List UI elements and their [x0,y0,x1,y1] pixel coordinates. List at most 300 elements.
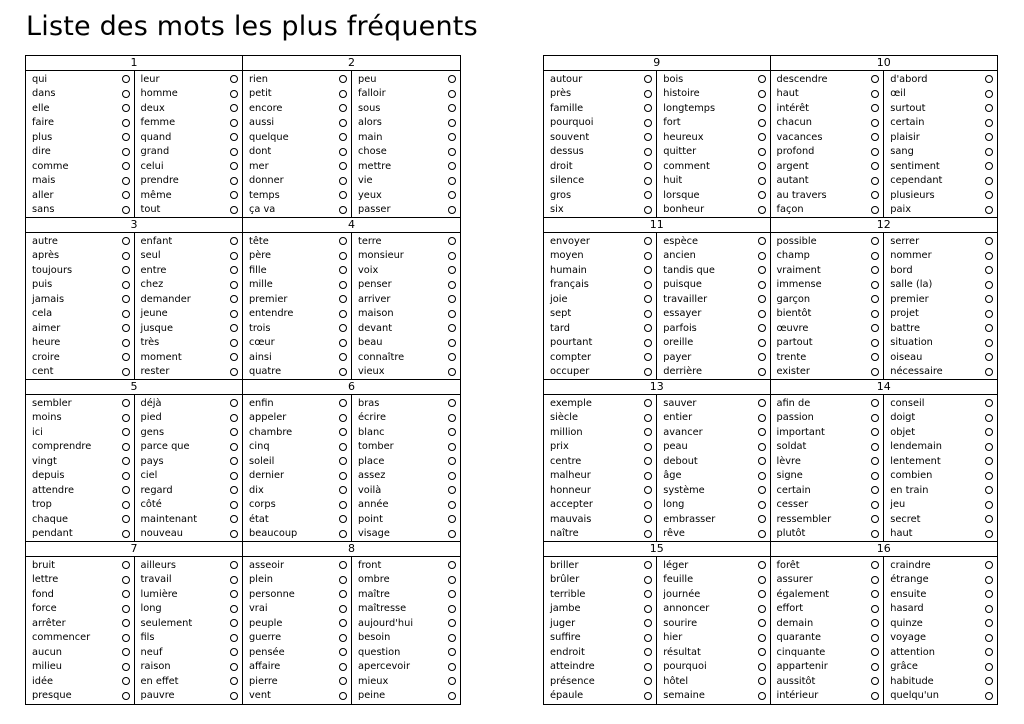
checkbox-circle[interactable] [871,353,879,361]
checkbox-circle[interactable] [985,576,993,584]
checkbox-circle[interactable] [758,353,766,361]
checkbox-circle[interactable] [448,472,456,480]
checkbox-circle[interactable] [758,561,766,569]
checkbox-circle[interactable] [230,281,238,289]
checkbox-circle[interactable] [644,501,652,509]
checkbox-circle[interactable] [644,648,652,656]
checkbox-circle[interactable] [644,90,652,98]
checkbox-circle[interactable] [230,663,238,671]
checkbox-circle[interactable] [871,191,879,199]
checkbox-circle[interactable] [758,324,766,332]
checkbox-circle[interactable] [644,605,652,613]
checkbox-circle[interactable] [871,310,879,318]
checkbox-circle[interactable] [871,605,879,613]
checkbox-circle[interactable] [339,428,347,436]
checkbox-circle[interactable] [339,206,347,214]
checkbox-circle[interactable] [230,472,238,480]
checkbox-circle[interactable] [871,75,879,83]
checkbox-circle[interactable] [230,561,238,569]
checkbox-circle[interactable] [644,324,652,332]
checkbox-circle[interactable] [644,692,652,700]
checkbox-circle[interactable] [339,339,347,347]
checkbox-circle[interactable] [230,501,238,509]
checkbox-circle[interactable] [230,324,238,332]
checkbox-circle[interactable] [871,133,879,141]
checkbox-circle[interactable] [985,677,993,685]
checkbox-circle[interactable] [758,148,766,156]
checkbox-circle[interactable] [122,90,130,98]
checkbox-circle[interactable] [339,590,347,598]
checkbox-circle[interactable] [985,368,993,376]
checkbox-circle[interactable] [448,663,456,671]
checkbox-circle[interactable] [230,399,238,407]
checkbox-circle[interactable] [122,281,130,289]
checkbox-circle[interactable] [758,530,766,538]
checkbox-circle[interactable] [871,281,879,289]
checkbox-circle[interactable] [985,590,993,598]
checkbox-circle[interactable] [758,310,766,318]
checkbox-circle[interactable] [122,191,130,199]
checkbox-circle[interactable] [122,619,130,627]
checkbox-circle[interactable] [122,399,130,407]
checkbox-circle[interactable] [985,472,993,480]
checkbox-circle[interactable] [985,605,993,613]
checkbox-circle[interactable] [448,619,456,627]
checkbox-circle[interactable] [122,605,130,613]
checkbox-circle[interactable] [230,191,238,199]
checkbox-circle[interactable] [758,119,766,127]
checkbox-circle[interactable] [871,324,879,332]
checkbox-circle[interactable] [985,648,993,656]
checkbox-circle[interactable] [448,576,456,584]
checkbox-circle[interactable] [871,119,879,127]
checkbox-circle[interactable] [230,177,238,185]
checkbox-circle[interactable] [758,162,766,170]
checkbox-circle[interactable] [985,148,993,156]
checkbox-circle[interactable] [339,162,347,170]
checkbox-circle[interactable] [985,353,993,361]
checkbox-circle[interactable] [122,148,130,156]
checkbox-circle[interactable] [122,266,130,274]
checkbox-circle[interactable] [230,619,238,627]
checkbox-circle[interactable] [644,576,652,584]
checkbox-circle[interactable] [871,457,879,465]
checkbox-circle[interactable] [122,634,130,642]
checkbox-circle[interactable] [985,530,993,538]
checkbox-circle[interactable] [230,576,238,584]
checkbox-circle[interactable] [758,590,766,598]
checkbox-circle[interactable] [644,443,652,451]
checkbox-circle[interactable] [758,252,766,260]
checkbox-circle[interactable] [644,339,652,347]
checkbox-circle[interactable] [985,191,993,199]
checkbox-circle[interactable] [230,515,238,523]
checkbox-circle[interactable] [448,692,456,700]
checkbox-circle[interactable] [758,501,766,509]
checkbox-circle[interactable] [122,428,130,436]
checkbox-circle[interactable] [644,119,652,127]
checkbox-circle[interactable] [230,119,238,127]
checkbox-circle[interactable] [985,515,993,523]
checkbox-circle[interactable] [644,104,652,112]
checkbox-circle[interactable] [644,162,652,170]
checkbox-circle[interactable] [871,515,879,523]
checkbox-circle[interactable] [644,663,652,671]
checkbox-circle[interactable] [758,237,766,245]
checkbox-circle[interactable] [448,252,456,260]
checkbox-circle[interactable] [871,399,879,407]
checkbox-circle[interactable] [871,561,879,569]
checkbox-circle[interactable] [230,368,238,376]
checkbox-circle[interactable] [122,177,130,185]
checkbox-circle[interactable] [448,353,456,361]
checkbox-circle[interactable] [985,457,993,465]
checkbox-circle[interactable] [644,457,652,465]
checkbox-circle[interactable] [871,619,879,627]
checkbox-circle[interactable] [230,237,238,245]
checkbox-circle[interactable] [871,501,879,509]
checkbox-circle[interactable] [985,252,993,260]
checkbox-circle[interactable] [122,648,130,656]
checkbox-circle[interactable] [122,692,130,700]
checkbox-circle[interactable] [985,281,993,289]
checkbox-circle[interactable] [448,634,456,642]
checkbox-circle[interactable] [339,90,347,98]
checkbox-circle[interactable] [122,472,130,480]
checkbox-circle[interactable] [448,486,456,494]
checkbox-circle[interactable] [985,90,993,98]
checkbox-circle[interactable] [758,515,766,523]
checkbox-circle[interactable] [230,206,238,214]
checkbox-circle[interactable] [230,148,238,156]
checkbox-circle[interactable] [448,310,456,318]
checkbox-circle[interactable] [230,457,238,465]
checkbox-circle[interactable] [871,692,879,700]
checkbox-circle[interactable] [448,191,456,199]
checkbox-circle[interactable] [985,119,993,127]
checkbox-circle[interactable] [871,237,879,245]
checkbox-circle[interactable] [230,162,238,170]
checkbox-circle[interactable] [448,295,456,303]
checkbox-circle[interactable] [339,663,347,671]
checkbox-circle[interactable] [448,148,456,156]
checkbox-circle[interactable] [644,133,652,141]
checkbox-circle[interactable] [122,486,130,494]
checkbox-circle[interactable] [871,576,879,584]
checkbox-circle[interactable] [644,206,652,214]
checkbox-circle[interactable] [758,443,766,451]
checkbox-circle[interactable] [122,663,130,671]
checkbox-circle[interactable] [339,399,347,407]
checkbox-circle[interactable] [448,90,456,98]
checkbox-circle[interactable] [871,677,879,685]
checkbox-circle[interactable] [871,472,879,480]
checkbox-circle[interactable] [230,692,238,700]
checkbox-circle[interactable] [339,75,347,83]
checkbox-circle[interactable] [122,119,130,127]
checkbox-circle[interactable] [230,104,238,112]
checkbox-circle[interactable] [448,561,456,569]
checkbox-circle[interactable] [230,530,238,538]
checkbox-circle[interactable] [985,619,993,627]
checkbox-circle[interactable] [122,162,130,170]
checkbox-circle[interactable] [339,414,347,422]
checkbox-circle[interactable] [448,648,456,656]
checkbox-circle[interactable] [122,75,130,83]
checkbox-circle[interactable] [230,443,238,451]
checkbox-circle[interactable] [758,634,766,642]
checkbox-circle[interactable] [758,576,766,584]
checkbox-circle[interactable] [122,368,130,376]
checkbox-circle[interactable] [339,515,347,523]
checkbox-circle[interactable] [230,605,238,613]
checkbox-circle[interactable] [871,206,879,214]
checkbox-circle[interactable] [644,561,652,569]
checkbox-circle[interactable] [339,634,347,642]
checkbox-circle[interactable] [339,368,347,376]
checkbox-circle[interactable] [758,368,766,376]
checkbox-circle[interactable] [758,177,766,185]
checkbox-circle[interactable] [871,252,879,260]
checkbox-circle[interactable] [122,310,130,318]
checkbox-circle[interactable] [985,266,993,274]
checkbox-circle[interactable] [339,252,347,260]
checkbox-circle[interactable] [339,472,347,480]
checkbox-circle[interactable] [448,104,456,112]
checkbox-circle[interactable] [448,162,456,170]
checkbox-circle[interactable] [122,677,130,685]
checkbox-circle[interactable] [230,634,238,642]
checkbox-circle[interactable] [448,119,456,127]
checkbox-circle[interactable] [758,75,766,83]
checkbox-circle[interactable] [339,576,347,584]
checkbox-circle[interactable] [448,677,456,685]
checkbox-circle[interactable] [230,266,238,274]
checkbox-circle[interactable] [339,133,347,141]
checkbox-circle[interactable] [985,561,993,569]
checkbox-circle[interactable] [230,414,238,422]
checkbox-circle[interactable] [758,414,766,422]
checkbox-circle[interactable] [339,353,347,361]
checkbox-circle[interactable] [230,295,238,303]
checkbox-circle[interactable] [758,206,766,214]
checkbox-circle[interactable] [758,619,766,627]
checkbox-circle[interactable] [448,530,456,538]
checkbox-circle[interactable] [230,75,238,83]
checkbox-circle[interactable] [871,530,879,538]
checkbox-circle[interactable] [758,399,766,407]
checkbox-circle[interactable] [871,443,879,451]
checkbox-circle[interactable] [339,443,347,451]
checkbox-circle[interactable] [122,501,130,509]
checkbox-circle[interactable] [339,237,347,245]
checkbox-circle[interactable] [985,443,993,451]
checkbox-circle[interactable] [644,191,652,199]
checkbox-circle[interactable] [339,619,347,627]
checkbox-circle[interactable] [122,353,130,361]
checkbox-circle[interactable] [448,206,456,214]
checkbox-circle[interactable] [122,590,130,598]
checkbox-circle[interactable] [448,399,456,407]
checkbox-circle[interactable] [448,266,456,274]
checkbox-circle[interactable] [985,104,993,112]
checkbox-circle[interactable] [448,443,456,451]
checkbox-circle[interactable] [985,295,993,303]
checkbox-circle[interactable] [448,501,456,509]
checkbox-circle[interactable] [985,310,993,318]
checkbox-circle[interactable] [122,530,130,538]
checkbox-circle[interactable] [122,414,130,422]
checkbox-circle[interactable] [871,266,879,274]
checkbox-circle[interactable] [448,75,456,83]
checkbox-circle[interactable] [644,353,652,361]
checkbox-circle[interactable] [985,399,993,407]
checkbox-circle[interactable] [448,428,456,436]
checkbox-circle[interactable] [122,295,130,303]
checkbox-circle[interactable] [644,295,652,303]
checkbox-circle[interactable] [985,237,993,245]
checkbox-circle[interactable] [644,237,652,245]
checkbox-circle[interactable] [985,634,993,642]
checkbox-circle[interactable] [758,663,766,671]
checkbox-circle[interactable] [122,237,130,245]
checkbox-circle[interactable] [339,324,347,332]
checkbox-circle[interactable] [122,324,130,332]
checkbox-circle[interactable] [339,692,347,700]
checkbox-circle[interactable] [339,281,347,289]
checkbox-circle[interactable] [339,501,347,509]
checkbox-circle[interactable] [122,457,130,465]
checkbox-circle[interactable] [230,590,238,598]
checkbox-circle[interactable] [122,576,130,584]
checkbox-circle[interactable] [985,177,993,185]
checkbox-circle[interactable] [871,162,879,170]
checkbox-circle[interactable] [339,119,347,127]
checkbox-circle[interactable] [339,310,347,318]
checkbox-circle[interactable] [230,339,238,347]
checkbox-circle[interactable] [758,281,766,289]
checkbox-circle[interactable] [758,648,766,656]
checkbox-circle[interactable] [122,339,130,347]
checkbox-circle[interactable] [985,162,993,170]
checkbox-circle[interactable] [758,339,766,347]
checkbox-circle[interactable] [758,133,766,141]
checkbox-circle[interactable] [758,266,766,274]
checkbox-circle[interactable] [339,295,347,303]
checkbox-circle[interactable] [871,634,879,642]
checkbox-circle[interactable] [985,206,993,214]
checkbox-circle[interactable] [985,663,993,671]
checkbox-circle[interactable] [339,561,347,569]
checkbox-circle[interactable] [644,252,652,260]
checkbox-circle[interactable] [758,104,766,112]
checkbox-circle[interactable] [230,677,238,685]
checkbox-circle[interactable] [644,677,652,685]
checkbox-circle[interactable] [758,472,766,480]
checkbox-circle[interactable] [644,310,652,318]
checkbox-circle[interactable] [230,90,238,98]
checkbox-circle[interactable] [230,310,238,318]
checkbox-circle[interactable] [339,104,347,112]
checkbox-circle[interactable] [985,428,993,436]
checkbox-circle[interactable] [985,692,993,700]
checkbox-circle[interactable] [644,148,652,156]
checkbox-circle[interactable] [644,281,652,289]
checkbox-circle[interactable] [644,414,652,422]
checkbox-circle[interactable] [985,486,993,494]
checkbox-circle[interactable] [985,75,993,83]
checkbox-circle[interactable] [871,486,879,494]
checkbox-circle[interactable] [448,515,456,523]
checkbox-circle[interactable] [122,443,130,451]
checkbox-circle[interactable] [230,648,238,656]
checkbox-circle[interactable] [644,75,652,83]
checkbox-circle[interactable] [871,663,879,671]
checkbox-circle[interactable] [871,590,879,598]
checkbox-circle[interactable] [871,368,879,376]
checkbox-circle[interactable] [871,90,879,98]
checkbox-circle[interactable] [230,486,238,494]
checkbox-circle[interactable] [985,501,993,509]
checkbox-circle[interactable] [758,90,766,98]
checkbox-circle[interactable] [339,148,347,156]
checkbox-circle[interactable] [122,104,130,112]
checkbox-circle[interactable] [448,133,456,141]
checkbox-circle[interactable] [758,486,766,494]
checkbox-circle[interactable] [339,486,347,494]
checkbox-circle[interactable] [644,515,652,523]
checkbox-circle[interactable] [122,561,130,569]
checkbox-circle[interactable] [758,191,766,199]
checkbox-circle[interactable] [339,191,347,199]
checkbox-circle[interactable] [339,530,347,538]
checkbox-circle[interactable] [871,177,879,185]
checkbox-circle[interactable] [122,515,130,523]
checkbox-circle[interactable] [448,590,456,598]
checkbox-circle[interactable] [644,428,652,436]
checkbox-circle[interactable] [871,428,879,436]
checkbox-circle[interactable] [448,457,456,465]
checkbox-circle[interactable] [230,133,238,141]
checkbox-circle[interactable] [758,457,766,465]
checkbox-circle[interactable] [871,148,879,156]
checkbox-circle[interactable] [448,368,456,376]
checkbox-circle[interactable] [448,324,456,332]
checkbox-circle[interactable] [448,414,456,422]
checkbox-circle[interactable] [871,295,879,303]
checkbox-circle[interactable] [230,252,238,260]
checkbox-circle[interactable] [985,414,993,422]
checkbox-circle[interactable] [871,414,879,422]
checkbox-circle[interactable] [871,339,879,347]
checkbox-circle[interactable] [871,104,879,112]
checkbox-circle[interactable] [985,339,993,347]
checkbox-circle[interactable] [758,295,766,303]
checkbox-circle[interactable] [339,177,347,185]
checkbox-circle[interactable] [758,677,766,685]
checkbox-circle[interactable] [448,339,456,347]
checkbox-circle[interactable] [339,457,347,465]
checkbox-circle[interactable] [644,472,652,480]
checkbox-circle[interactable] [644,590,652,598]
checkbox-circle[interactable] [448,605,456,613]
checkbox-circle[interactable] [644,399,652,407]
checkbox-circle[interactable] [871,648,879,656]
checkbox-circle[interactable] [644,530,652,538]
checkbox-circle[interactable] [985,133,993,141]
checkbox-circle[interactable] [644,486,652,494]
checkbox-circle[interactable] [122,133,130,141]
